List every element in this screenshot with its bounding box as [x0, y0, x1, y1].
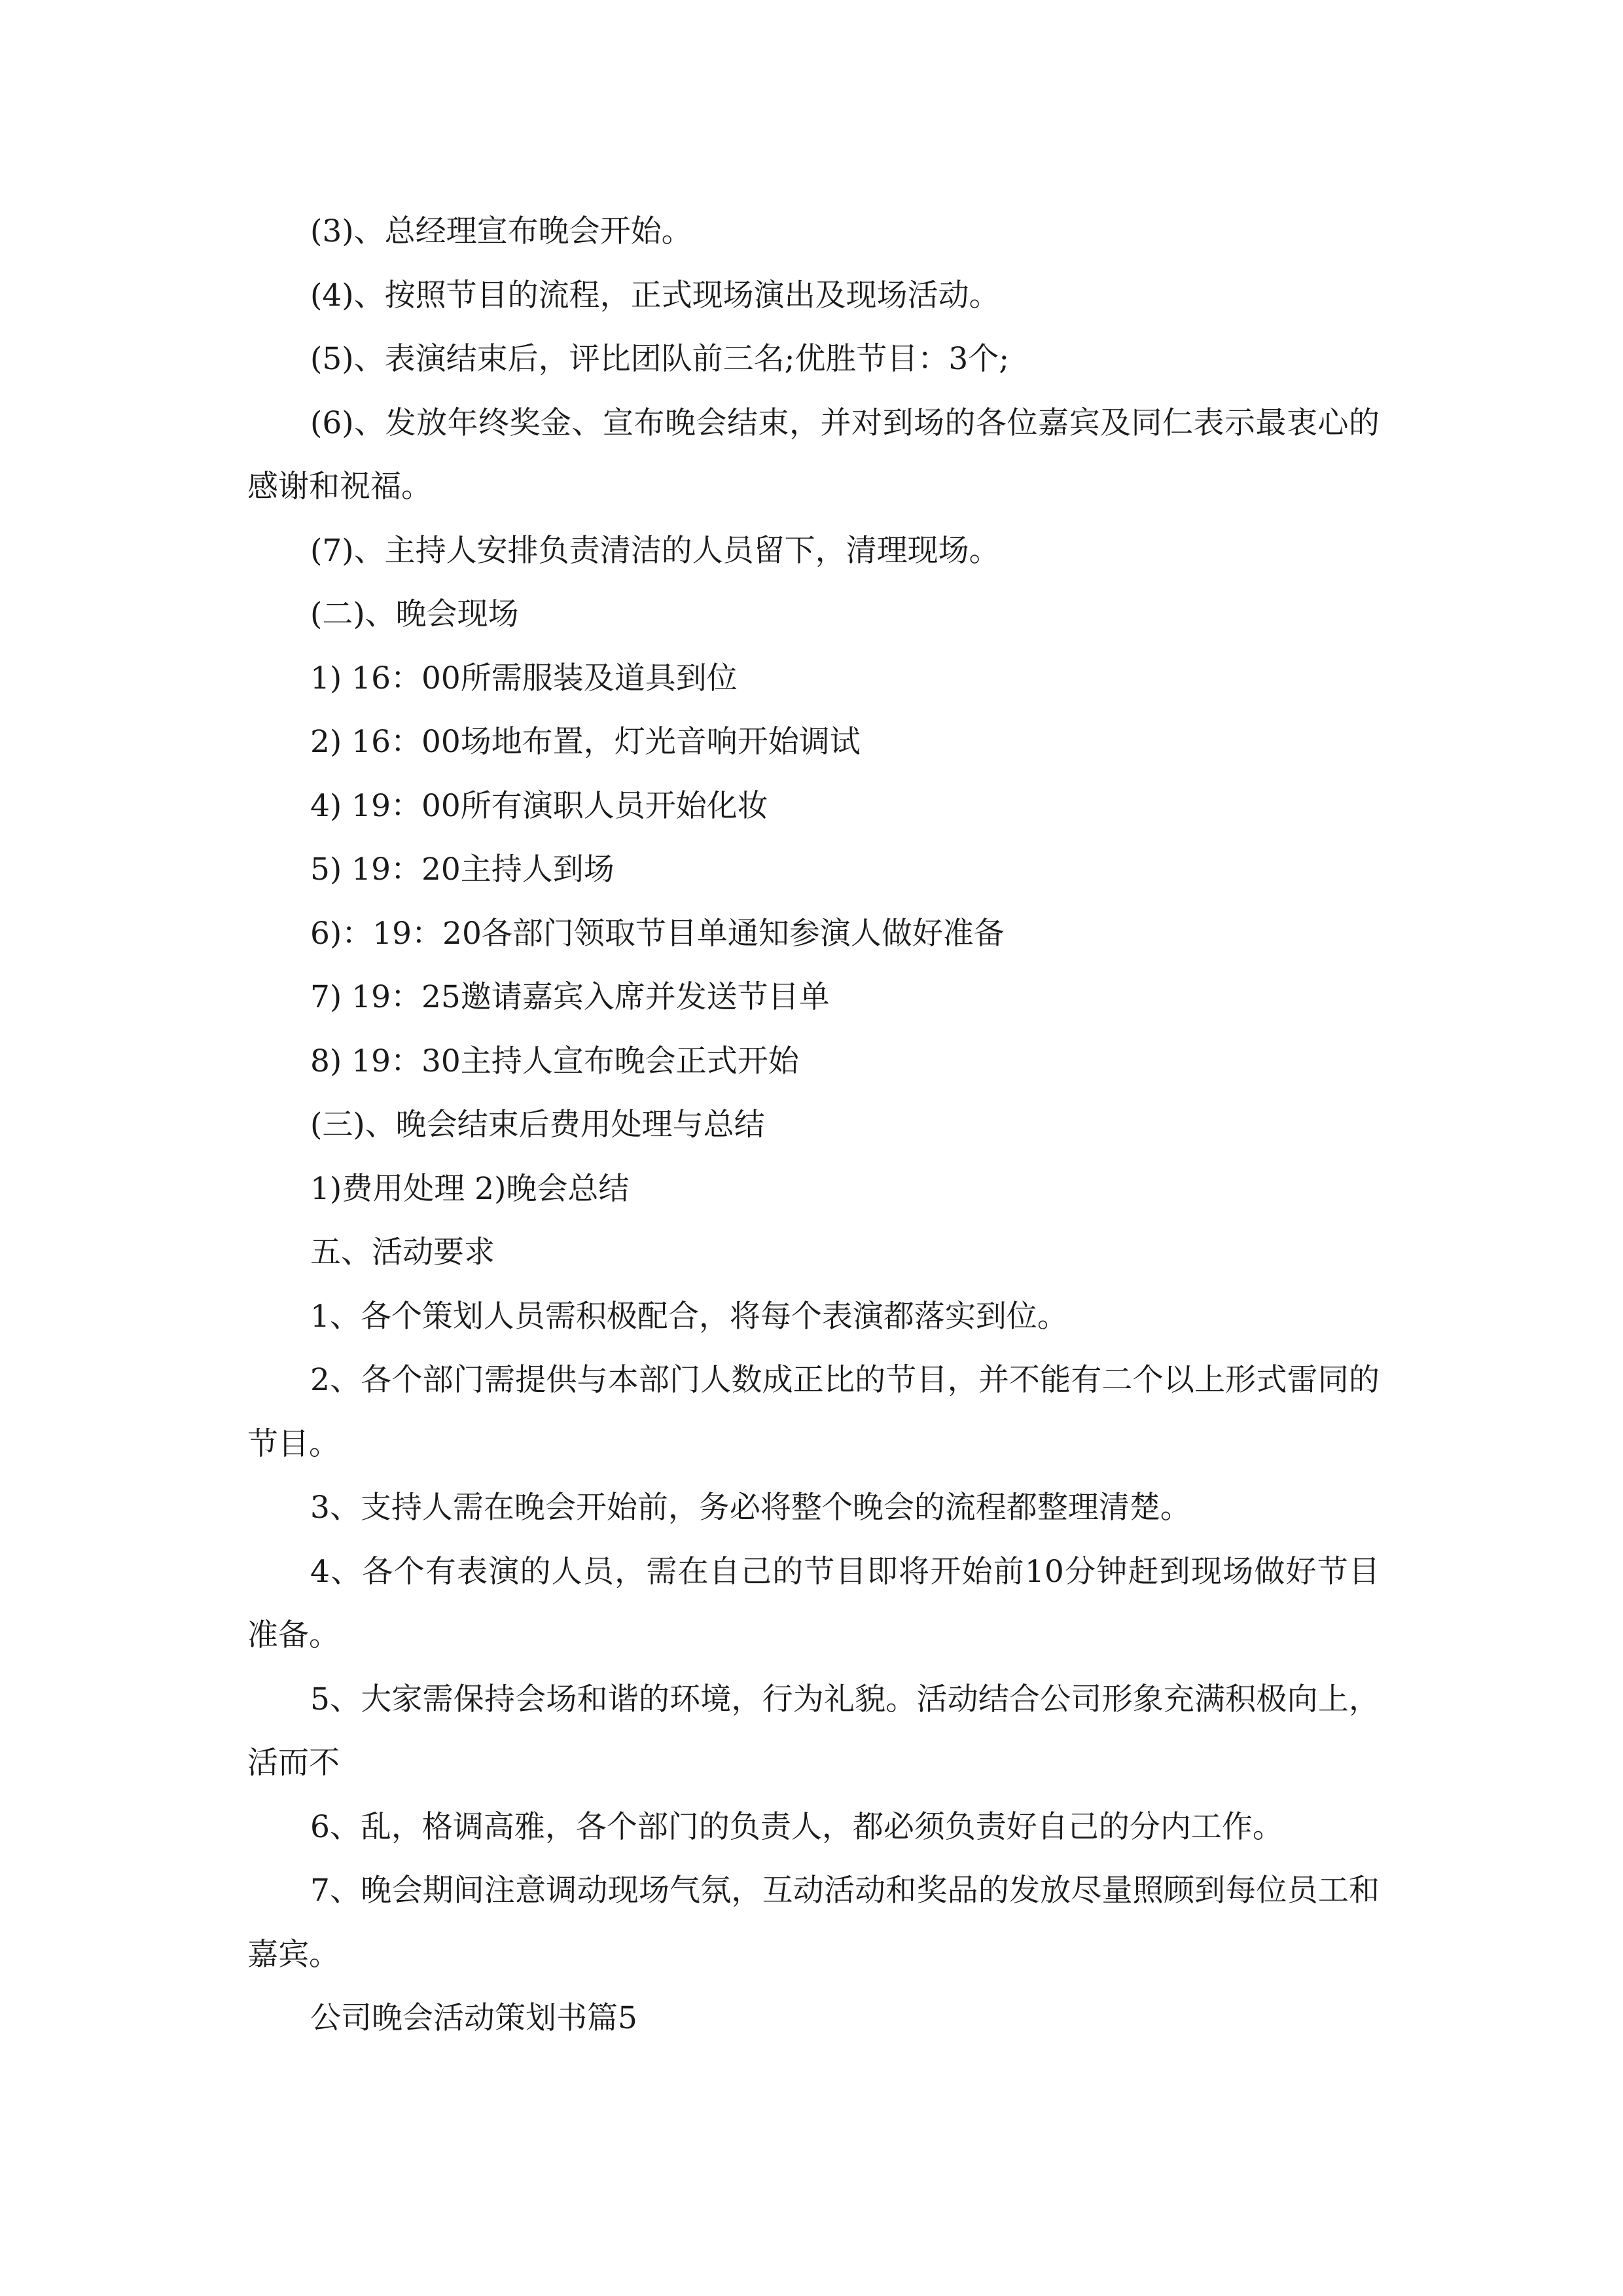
paragraph-step-4: (4)、按照节目的流程，正式现场演出及现场活动。 — [310, 277, 1000, 314]
schedule-item: 7) 19：25邀请嘉宾入席并发送节目单 — [310, 979, 830, 1015]
requirement-item: 1、各个策划人员需积极配合，将每个表演都落实到位。 — [310, 1298, 1068, 1335]
section-heading-requirements: 五、活动要求 — [310, 1234, 495, 1270]
document-body — [247, 200, 1380, 2051]
requirement-item: 2、各个部门需提供与本部门人数成正比的节目，并不能有二个以上形式雷同的节目。 — [247, 1362, 1380, 1462]
paragraph-step-7: (7)、主持人安排负责清洁的人员留下，清理现场。 — [310, 532, 1000, 569]
requirement-item: 4、各个有表演的人员，需在自己的节目即将开始前10分钟赶到现场做好节目准备。 — [247, 1553, 1380, 1653]
schedule-item: 2) 16：00场地布置，灯光音响开始调试 — [310, 724, 861, 760]
paragraph-step-5: (5)、表演结束后，评比团队前三名;优胜节目：3个; — [310, 341, 1010, 377]
paragraph-step-6: (6)、发放年终奖金、宣布晚会结束，并对到场的各位嘉宾及同仁表示最衷心的感谢和祝福。 — [247, 404, 1380, 505]
requirement-item: 5、大家需保持会场和谐的环境，行为礼貌。活动结合公司形象充满积极向上，活而不 — [247, 1681, 1380, 1781]
section-heading-venue: (二)、晚会现场 — [310, 596, 519, 632]
requirement-item: 6、乱，格调高雅，各个部门的负责人，都必须负责好自己的分内工作。 — [310, 1808, 1283, 1845]
section-heading-wrapup: (三)、晚会结束后费用处理与总结 — [310, 1107, 765, 1143]
schedule-item: 4) 19：00所有演职人员开始化妆 — [310, 787, 768, 824]
next-section-title: 公司晚会活动策划书篇5 — [310, 2000, 637, 2036]
schedule-item: 1) 16：00所需服装及道具到位 — [310, 660, 738, 696]
requirement-item: 3、支持人需在晚会开始前，务必将整个晚会的流程都整理清楚。 — [310, 1490, 1191, 1526]
schedule-item: 8) 19：30主持人宣布晚会正式开始 — [310, 1043, 799, 1079]
requirement-item: 7、晚会期间注意调动现场气氛，互动活动和奖品的发放尽量照顾到每位员工和嘉宾。 — [247, 1873, 1380, 1973]
schedule-item: 6)：19：20各部门领取节目单通知参演人做好准备 — [310, 915, 1005, 952]
schedule-item: 5) 19：20主持人到场 — [310, 852, 615, 888]
wrapup-items: 1)费用处理 2)晚会总结 — [310, 1170, 630, 1207]
paragraph-step-3: (3)、总经理宣布晚会开始。 — [310, 213, 692, 249]
